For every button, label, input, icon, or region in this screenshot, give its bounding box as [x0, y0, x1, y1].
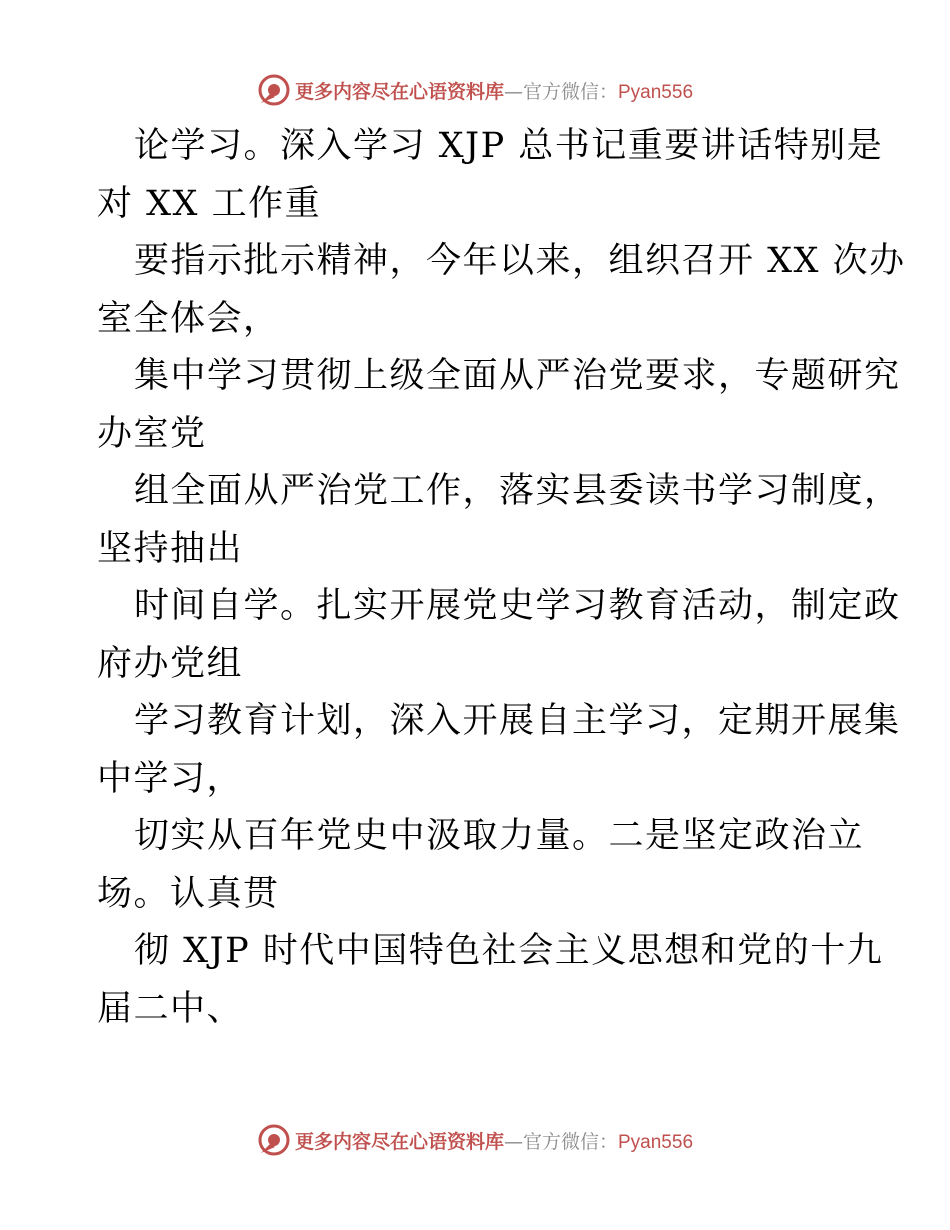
banner-official-label: 官方微信：	[522, 80, 618, 103]
paragraph-line: 彻 XJP 时代中国特色社会主义思想和党的十九	[134, 931, 884, 971]
banner-main-text: 更多内容尽在心语资料库	[294, 80, 504, 103]
paragraph	[97, 923, 884, 1038]
paragraph	[97, 463, 901, 578]
paragraph-line: 府办党组	[97, 643, 244, 684]
paragraph-line: 场。认真贯	[97, 873, 280, 914]
paragraph-line: 组全面从严治党工作，落实县委读书学习制度，	[134, 471, 901, 511]
banner-main-text: 更多内容尽在心语资料库	[294, 1130, 504, 1153]
paragraph	[97, 808, 867, 923]
banner-text	[295, 1127, 693, 1154]
document-body	[97, 118, 906, 1038]
paragraph-line: 坚持抽出	[97, 528, 244, 569]
paragraph	[97, 348, 901, 463]
banner-official-label: 官方微信：	[522, 1130, 618, 1153]
paragraph-line: 集中学习贯彻上级全面从严治党要求，专题研究	[134, 356, 901, 396]
banner-text	[295, 77, 693, 104]
pen-circle-logo-icon	[257, 1123, 291, 1157]
paragraph	[97, 118, 884, 233]
banner-wechat-id: Pyan556	[618, 1131, 694, 1153]
paragraph	[97, 233, 906, 348]
paragraph-line: 学习教育计划，深入开展自主学习，定期开展集	[134, 701, 901, 741]
banner-dash: —	[503, 1130, 523, 1153]
header-banner	[0, 72, 950, 108]
paragraph-line: 要指示批示精神，今年以来，组织召开 XX 次办	[134, 241, 906, 281]
paragraph-line: 办室党	[97, 413, 207, 454]
paragraph-line: 时间自学。扎实开展党史学习教育活动，制定政	[134, 586, 901, 626]
paragraph-line: 切实从百年党史中汲取力量。二是坚定政治立	[134, 816, 865, 856]
banner-dash: —	[503, 80, 523, 103]
paragraph-line: 届二中、	[97, 988, 244, 1029]
paragraph-line: 中学习，	[97, 758, 244, 799]
paragraph	[97, 578, 901, 693]
paragraph-line: 室全体会，	[97, 298, 280, 339]
banner-wechat-id: Pyan556	[618, 81, 694, 103]
paragraph-line: 论学习。深入学习 XJP 总书记重要讲话特别是	[134, 126, 884, 166]
footer-banner	[0, 1122, 950, 1158]
paragraph	[97, 693, 901, 808]
pen-circle-logo-icon	[257, 73, 291, 107]
paragraph-line: 对 XX 工作重	[97, 183, 322, 224]
